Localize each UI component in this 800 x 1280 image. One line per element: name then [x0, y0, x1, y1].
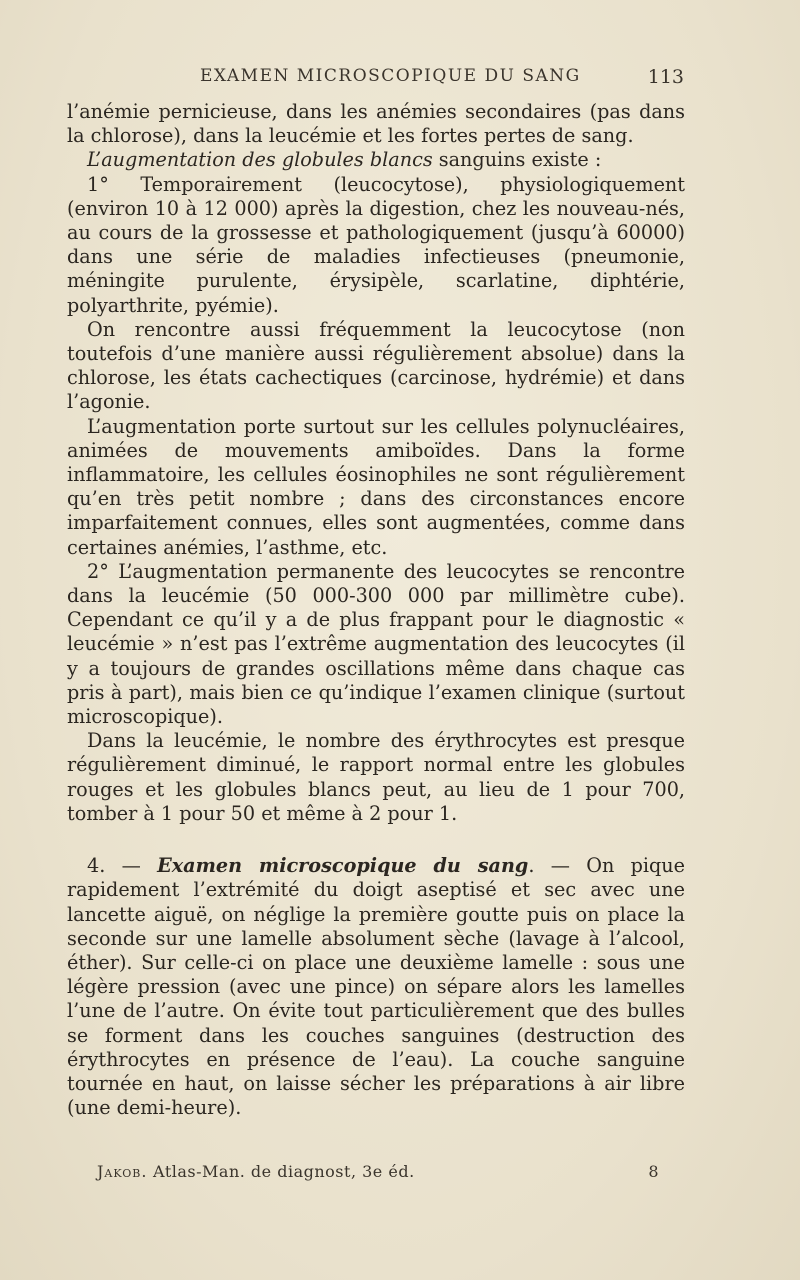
section-title: Examen microscopique du sang: [157, 854, 529, 878]
page-number: 113: [647, 66, 684, 88]
paragraph-polynuclear: L’augmentation porte surtout sur les cellules polynucléaires, animées de mouvements amiboïdes. Dans la forme inflammatoire, les cellules éosinophiles ne sont régulièrement qu’en très petit nombre ; dans des circonstances encore imparfaitement connues, elles sont augmentées, comme dans certaines anémies, l’asthme, etc.: [67, 414, 685, 559]
paragraph-chlorose: On rencontre aussi fréquemment la leucocytose (non toutefois d’une manière aussi régulièrement absolue) dans la chlorose, les états cachectiques (carcinose, hydrémie) et dans l’agonie.: [67, 317, 685, 414]
footer-title: Atlas-Man. de diagnost, 3e éd.: [147, 1162, 415, 1181]
paragraph-temporary: 1° Temporairement (leucocytose), physiologiquement (environ 10 à 12 000) après la digestion, chez les nouveau-nés, au cours de la grossesse et pathologiquement (jusqu’à 60000) dans une série de maladies infectieuses (pneumonie, méningite purulente, érysipèle, scarlatine, diphtérie, polyarthrite, pyémie).: [67, 172, 685, 317]
body-text: [67, 100, 685, 1120]
footer-author: Jakob.: [97, 1162, 148, 1181]
signature-mark: 8: [648, 1162, 659, 1181]
page-footer: [97, 1162, 659, 1181]
section-4: [67, 854, 685, 1120]
paragraph-continuation: l’anémie pernicieuse, dans les anémies secondaires (pas dans la chlorose), dans la leucémie et les fortes pertes de sang.: [67, 100, 685, 148]
paragraph-leukemia: Dans la leucémie, le nombre des érythrocytes est presque régulièrement diminué, le rapport normal entre les globules rouges et les globules blancs peut, au lieu de 1 pour 700, tomber à 1 pour 50 et même à 2 pour 1.: [67, 729, 685, 825]
italic-phrase: L’augmentation des globules blancs: [87, 148, 433, 172]
section-number: 4. —: [87, 854, 158, 878]
paragraph-permanent: 2° L’augmentation permanente des leucocytes se rencontre dans la leucémie (50 000-300 000 par millimètre cube). Cependant ce qu’il y a de plus frappant pour le diagnostic « leucémie » n’est pas l’extrême augmentation des leucocytes (il y a toujours de grandes oscillations même dans chaque cas pris à part), mais bien ce qu’indique l’examen clinique (surtout microscopique).: [67, 559, 685, 729]
running-title: EXAMEN MICROSCOPIQUE DU SANG: [200, 66, 581, 86]
paragraph-augmentation-rest: sanguins existe :: [432, 148, 602, 172]
section-text: . — On pique rapidement l’extrémité du doigt aseptisé et sec avec une lancette aiguë, on néglige la première goutte puis on place la seconde sur une lamelle absolument sèche (lavage à l’alcool, éther). Sur celle-ci on place une deuxième lamelle : sous une légère pression (avec une pince) on sépare alors les lamelles l’une de l’autre. On évite tout particulièrement que des bulles se forment dans les couches sanguines (destruction des érythrocytes en présence de l’eau). La couche sanguine tournée en haut, on laisse sécher les préparations à air libre (une demi-heure).: [67, 854, 686, 1120]
paragraph-augmentation: [67, 148, 685, 172]
